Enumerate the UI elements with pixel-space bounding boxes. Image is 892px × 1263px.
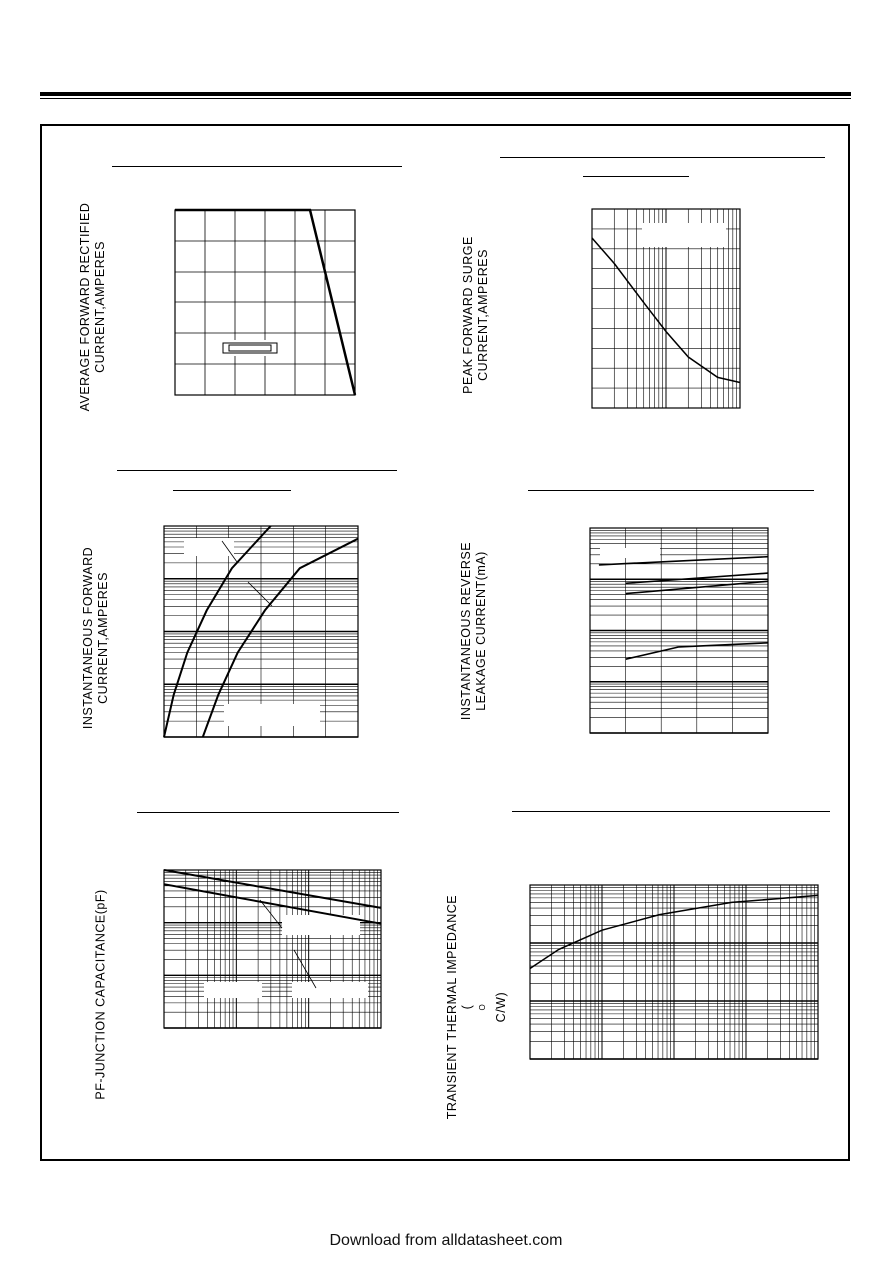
chart2-legend-box <box>642 223 726 247</box>
chart5-border <box>164 870 381 1028</box>
chart5-y-axis-label: PF-JUNCTION CAPACITANCE(pF) <box>93 889 108 1100</box>
series-line-1 <box>164 870 381 908</box>
series-line-2 <box>164 884 381 924</box>
chart3-legend-box-2 <box>224 704 320 726</box>
chart4-title-rule <box>528 490 814 491</box>
chart1-y-axis-label: AVERAGE FORWARD RECTIFIED CURRENT,AMPERES <box>78 202 107 412</box>
chart1-title-rule <box>112 166 402 167</box>
chart6-plot <box>530 885 818 1059</box>
chart5-grid <box>164 870 381 1028</box>
chart1-grid <box>175 210 355 395</box>
chart1-plot <box>175 210 355 395</box>
chart6-y-axis-label: TRANSIENT THERMAL IMPEDANCE ( $^O$ C/W) <box>444 894 509 1120</box>
chart6-title-rule <box>512 811 830 812</box>
chart3-title-rule <box>117 470 397 471</box>
chart4-legend-box <box>600 548 660 558</box>
chart3-leader-2 <box>248 582 272 606</box>
footer-download-text: Download from alldatasheet.com <box>329 1232 563 1249</box>
chart3-plot <box>164 526 358 737</box>
chart4-series-lines <box>599 557 768 660</box>
header-rule-thin <box>40 98 851 99</box>
chart5-title-rule <box>137 812 399 813</box>
chart4-y-axis-label: INSTANTANEOUS REVERSE LEAKAGE CURRENT(mA) <box>459 541 488 721</box>
chart2-y-axis-label: PEAK FORWARD SURGE CURRENT,AMPERES <box>461 236 490 394</box>
chart5-legend-box-2 <box>204 982 262 998</box>
chart6-grid <box>530 885 818 1059</box>
chart2-subtitle-rule <box>583 176 689 177</box>
chart5-legend-box-3 <box>292 982 368 998</box>
chart4-plot <box>590 528 768 733</box>
chart2-plot <box>592 209 740 408</box>
chart3-subtitle-rule <box>173 490 291 491</box>
chart2-title-rule <box>500 157 825 158</box>
header-rule <box>40 92 851 96</box>
chart5-plot <box>164 870 381 1028</box>
chart3-y-axis-label: INSTANTANEOUS FORWARD CURRENT,AMPERES <box>81 546 110 730</box>
